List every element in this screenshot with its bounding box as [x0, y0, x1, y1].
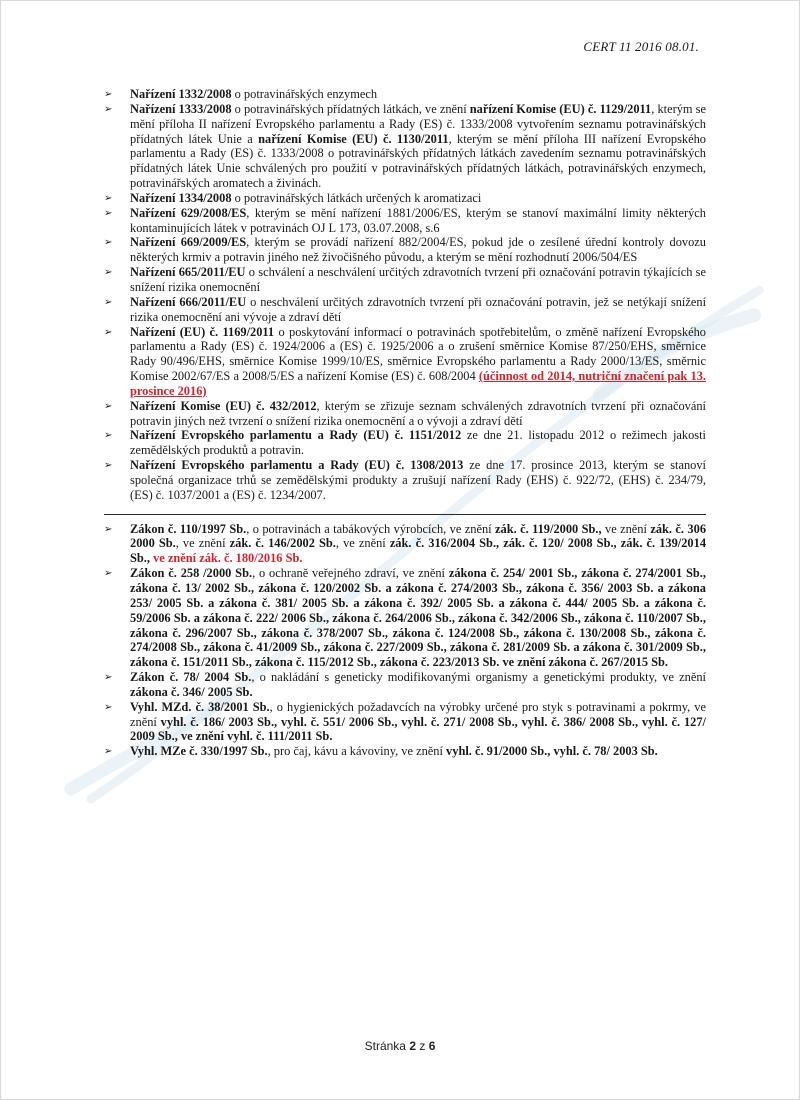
list-item: [104, 458, 706, 503]
arrow-bullet-icon: ➢: [104, 430, 113, 442]
list-item: [104, 399, 706, 429]
list-item-text: Nařízení 1332/2008 o potravinářských enzymech: [130, 87, 378, 101]
list-item: [104, 670, 706, 700]
arrow-bullet-icon: ➢: [104, 568, 113, 580]
list-item: [104, 295, 706, 325]
arrow-bullet-icon: ➢: [104, 326, 113, 338]
list-item: [104, 206, 706, 236]
section-divider: [104, 514, 706, 515]
arrow-bullet-icon: ➢: [104, 207, 113, 219]
footer-total-pages: 6: [428, 1039, 436, 1053]
regulations-list: [104, 87, 706, 503]
list-item-text: Nařízení 1333/2008 o potravinářských přídatných látkách, ve znění nařízení Komise (EU) č. 1129/2011, kterým se mění příloha II nařízení Evropského parlamentu a Rady (ES) č. 1333/2008 vytvořením seznamu potravinářských přídatných látek Unie a nařízení Komise (EU) č. 1130/2011, kterým se mění příloha III nařízení Evropského parlamentu a Rady (ES) č. 1333/2008 o potravinářských přídatných látkách zavedením seznamu potravinářských přídatných látek Unie schválených pro použití v potravinářských přídatných látkách, potravinářských enzymech, potravinářských aromatech a živinách.: [130, 101, 706, 191]
arrow-bullet-icon: ➢: [104, 701, 113, 713]
arrow-bullet-icon: ➢: [104, 523, 113, 535]
arrow-bullet-icon: ➢: [104, 89, 113, 100]
arrow-bullet-icon: ➢: [104, 103, 113, 115]
list-item-text: Nařízení Komise (EU) č. 432/2012, kterým se zřizuje seznam schválených zdravotních tvrzení při označování potravin jiných než tvrzení o snížení rizika onemocnění a o vývoji a zdraví dětí: [130, 398, 706, 428]
list-item: [104, 87, 706, 102]
list-item-text: Zákon č. 258 /2000 Sb., o ochraně veřejného zdraví, ve znění zákona č. 254/ 2001 Sb., zákona č. 274/2001 Sb., zákona č. 13/ 2002 Sb., zákona č. 120/2002 Sb. a zákona č. 274/2003 Sb., zákona č. 356/ 2003 Sb. a zákona 253/ 2005 Sb. a zákona č. 381/ 2005 Sb. a zákona č. 392/ 2005 Sb. a zákona č. 444/ 2005 Sb. a zákona č. 59/2006 Sb. a zákona č. 222/ 2006 Sb., zákona č. 264/2006 Sb., zákona č. 342/2006 Sb., zákona č. 110/2007 Sb., zákona č. 296/2007 Sb., zákona č. 378/2007 Sb., zákona č. 124/2008 Sb., zákona č. 130/2008 Sb., zákona č. 274/2008 Sb., zákona č. 41/2009 Sb., zákona č. 227/2009 Sb., zákona č. 281/2009 Sb. a zákona č. 301/2009 Sb., zákona č. 151/2011 Sb., zákona č. 115/2012 Sb., zákona č. 223/2013 Sb. ve znění zákona č. 267/2015 Sb.: [130, 566, 706, 670]
list-item-text: Vyhl. MZd. č. 38/2001 Sb., o hygienických požadavcích na výrobky určené pro styk s potravinami a pokrmy, ve znění vyhl. č. 186/ 2003 Sb., vyhl. č. 551/ 2006 Sb., vyhl. č. 271/ 2008 Sb., vyhl. č. 386/ 2008 Sb., vyhl. č. 127/ 2009 Sb., ve znění vyhl. č. 111/2011 Sb.: [130, 699, 707, 744]
list-item: [104, 265, 706, 295]
arrow-bullet-icon: ➢: [104, 192, 113, 204]
arrow-bullet-icon: ➢: [104, 672, 113, 684]
list-item-text: Nařízení Evropského parlamentu a Rady (EU) č. 1308/2013 ze dne 17. prosince 2013, kterým se stanoví společná organizace trhů se zemědělskými produkty a zrušují nařízení Rady (EHS) č. 922/72, (EHS) č. 234/79, (ES) č. 1037/2001 a (ES) č. 1234/2007.: [130, 458, 706, 502]
page-footer: [1, 1039, 799, 1053]
arrow-bullet-icon: ➢: [104, 400, 113, 412]
document-header-reference: CERT 11 2016 08.01.: [583, 39, 699, 54]
list-item-text: Nařízení 666/2011/EU o neschválení určitých zdravotních tvrzení při označování potravin, jež se netýkají snížení rizika onemocnění ani vývoje a zdraví dětí: [130, 294, 707, 324]
list-item: [104, 566, 706, 670]
list-item-text: Nařízení 1334/2008 o potravinářských látkách určených k aromatizaci: [130, 190, 482, 205]
arrow-bullet-icon: ➢: [104, 267, 113, 279]
list-item-text: Nařízení 629/2008/ES, kterým se mění nařízení 1881/2006/ES, kterým se stanoví maximální limity některých kontaminujících látek v potravinách OJ L 173, 03.07.2008, s.6: [130, 205, 706, 235]
list-item-text: Zákon č. 78/ 2004 Sb., o nakládání s geneticky modifikovanými organismy a genetickými produkty, ve znění zákona č. 346/ 2005 Sb.: [130, 670, 706, 699]
list-item-text: Zákon č. 110/1997 Sb., o potravinách a tabákových výrobcích, ve znění zák. č. 119/2000 Sb., ve znění zák. č. 306 2000 Sb., ve znění zák. č. 146/2002 Sb., ve znění zák. č. 316/2004 Sb., zák. č. 120/ 2008 Sb., zák. č. 139/2014 Sb., ve znění zák. č. 180/2016 Sb.: [130, 521, 707, 566]
arrow-bullet-icon: ➢: [104, 746, 113, 758]
footer-page-number: 2: [409, 1039, 417, 1053]
list-item: [104, 744, 706, 759]
list-item-text: Nařízení Evropského parlamentu a Rady (EU) č. 1151/2012 ze dne 21. listopadu 2012 o režimech jakosti zemědělských produktů a potravin.: [130, 428, 706, 458]
list-item-text: Nařízení 665/2011/EU o schválení a neschválení určitých zdravotních tvrzení při označování potravin týkajících se snížení rizika onemocnění: [130, 265, 706, 294]
document-content: [104, 87, 706, 759]
list-item-text: Vyhl. MZe č. 330/1997 Sb., pro čaj, kávu a kávoviny, ve znění vyhl. č. 91/2000 Sb., vyhl. č. 78/ 2003 Sb.: [130, 744, 658, 759]
list-item: [104, 700, 706, 745]
list-item: [104, 102, 706, 191]
list-item: [104, 235, 706, 265]
footer-prefix: Stránka: [364, 1039, 410, 1053]
arrow-bullet-icon: ➢: [104, 296, 113, 308]
list-item-text: Nařízení 669/2009/ES, kterým se provádí nařízení 882/2004/ES, pokud jde o zesílené úřední kontroly dovozu některých krmiv a potravin jiného než živočišného původu, a kterým se mění rozhodnutí 2006/504/ES: [130, 235, 706, 265]
list-item: [104, 325, 706, 399]
footer-separator: z: [416, 1039, 429, 1053]
arrow-bullet-icon: ➢: [104, 460, 113, 472]
list-item: [104, 191, 706, 206]
list-item-text: Nařízení (EU) č. 1169/2011 o poskytování informací o potravinách spotřebitelům, o změně nařízení Evropského parlamentu a Rady (ES) č. 1924/2006 a (ES) č. 1925/2006 a o zrušení směrnice Komise 87/250/EHS, směrnice Rady 90/496/EHS, směrnice Komise 1999/10/ES, směrnice Evropského parlamentu a Rady 2000/13/ES, směrnic Komise 2002/67/ES a 2008/5/ES a nařízení Komise (ES) č. 608/2004 (účinnost od 2014, nutriční značení pak 13. prosince 2016): [130, 324, 706, 398]
list-item: [104, 522, 706, 567]
laws-list: [104, 522, 706, 760]
list-item: [104, 428, 706, 458]
arrow-bullet-icon: ➢: [104, 237, 113, 249]
